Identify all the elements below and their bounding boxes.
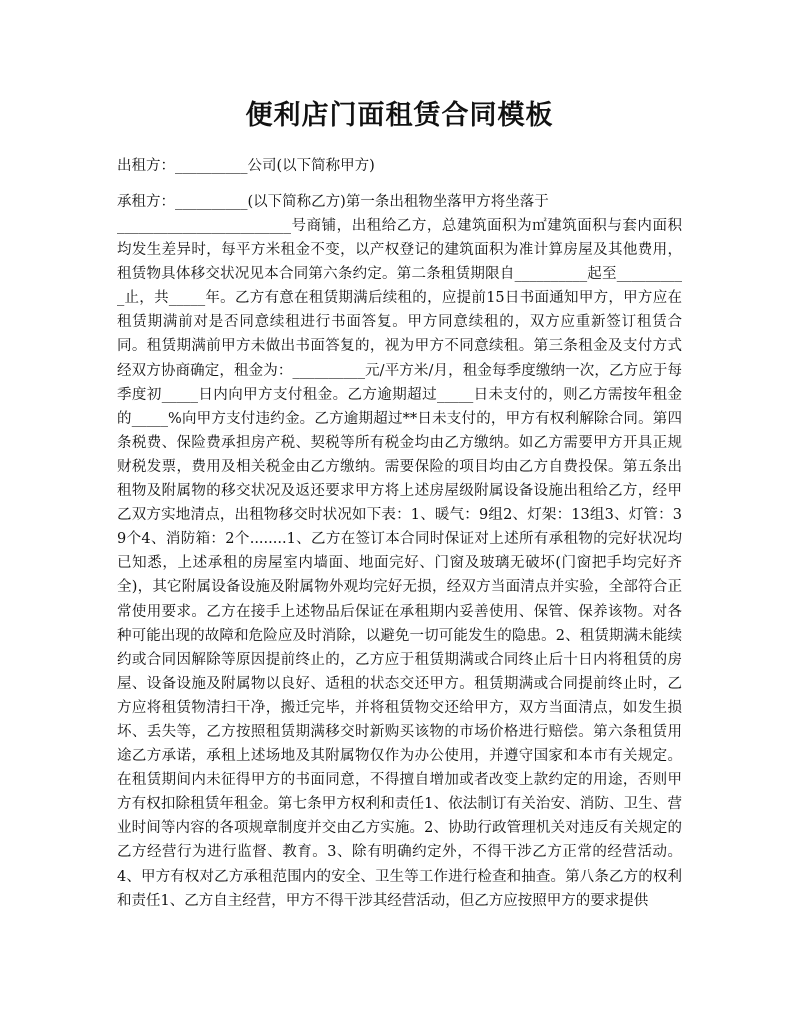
lessee-line: 承租方：__________(以下简称乙方)第一条出租物坐落甲方将坐落于 xyxy=(117,194,549,210)
document-title: 便利店门面租赁合同模板 xyxy=(245,100,554,131)
lessor-line: 出租方：__________公司(以下简称甲方) xyxy=(117,158,375,174)
contract-body: ________________________号商铺，出租给乙方，总建筑面积为㎡建筑面积与套内面积均发生差异时，每平方米租金不变，以产权登记的建筑面积为准计算房屋及其他费用，租赁物具体移交状况见本合同第六条约定。第二条租赁期限自__________起至__________止，共_____年。乙方有意在租赁期满后续租的，应提前15日书面通知甲方，甲方应在租赁期满前对是否同意续租进行书面答复。甲方同意续租的，双方应重新签订租赁合同。租赁期满前甲方未做出书面答复的，视为甲方不同意续租。第三条租金及支付方式经双方协商确定，租金为：__________元/平方米/月，租金每季度缴纳一次，乙方应于每季度初_____日内向甲方支付租金。乙方逾期超过_____日未支付的，则乙方需按年租金的_____%向甲方支付违约金。乙方逾期超过**日未支付的，甲方有权利解除合同。第四条税费、保险费承担房产税、契税等所有税金均由乙方缴纳。如乙方需要甲方开具正规财税发票，费用及相关税金由乙方缴纳。需要保险的项目均由乙方自费投保。第五条出租物及附属物的移交状况及返还要求甲方将上述房屋级附属设备设施出租给乙方，经甲乙双方实地清点，出租物移交时状况如下表：1、暖气：9组2、灯架：13组3、灯管：39个4、消防箱：2个........1、乙方在签订本合同时保证对上述所有承租物的完好状况均已知悉，上述承租的房屋室内墙面、地面完好、门窗及玻璃无破坏(门窗把手均完好齐全)，其它附属设备设施及附属物外观均完好无损，经双方当面清点并实验，全部符合正常使用要求。乙方在接手上述物品后保证在承租期内妥善使用、保管、保养该物。对各种可能出现的故障和危险应及时消除，以避免一切可能发生的隐患。2、租赁期满未能续约或合同因解除等原因提前终止的，乙方应于租赁期满或合同终止后十日内将租赁的房屋、设备设施及附属物以良好、适租的状态交还甲方。租赁期满或合同提前终止时，乙方应将租赁物清扫干净，搬迁完毕，并将租赁物交还给甲方，双方当面清点，如发生损坏、丢失等，乙方按照租赁期满移交时新购买该物的市场价格进行赔偿。第六条租赁用途乙方承诺，承租上述场地及其附属物仅作为办公使用，并遵守国家和本市有关规定。在租赁期间内未征得甲方的书面同意，不得擅自增加或者改变上款约定的用途，否则甲方有权扣除租赁年租金。第七条甲方权利和责任1、依法制订有关治安、消防、卫生、营业时间等内容的各项规章制度并交由乙方实施。2、协助行政管理机关对违反有关规定的乙方经营行为进行监督、教育。3、除有明确约定外，不得干涉乙方正常的经营活动。4、甲方有权对乙方承租范围内的安全、卫生等工作进行检查和抽查。第八条乙方的权利和责任1、乙方自主经营，甲方不得干涉其经营活动，但乙方应按照甲方的要求提供 xyxy=(117,218,682,909)
